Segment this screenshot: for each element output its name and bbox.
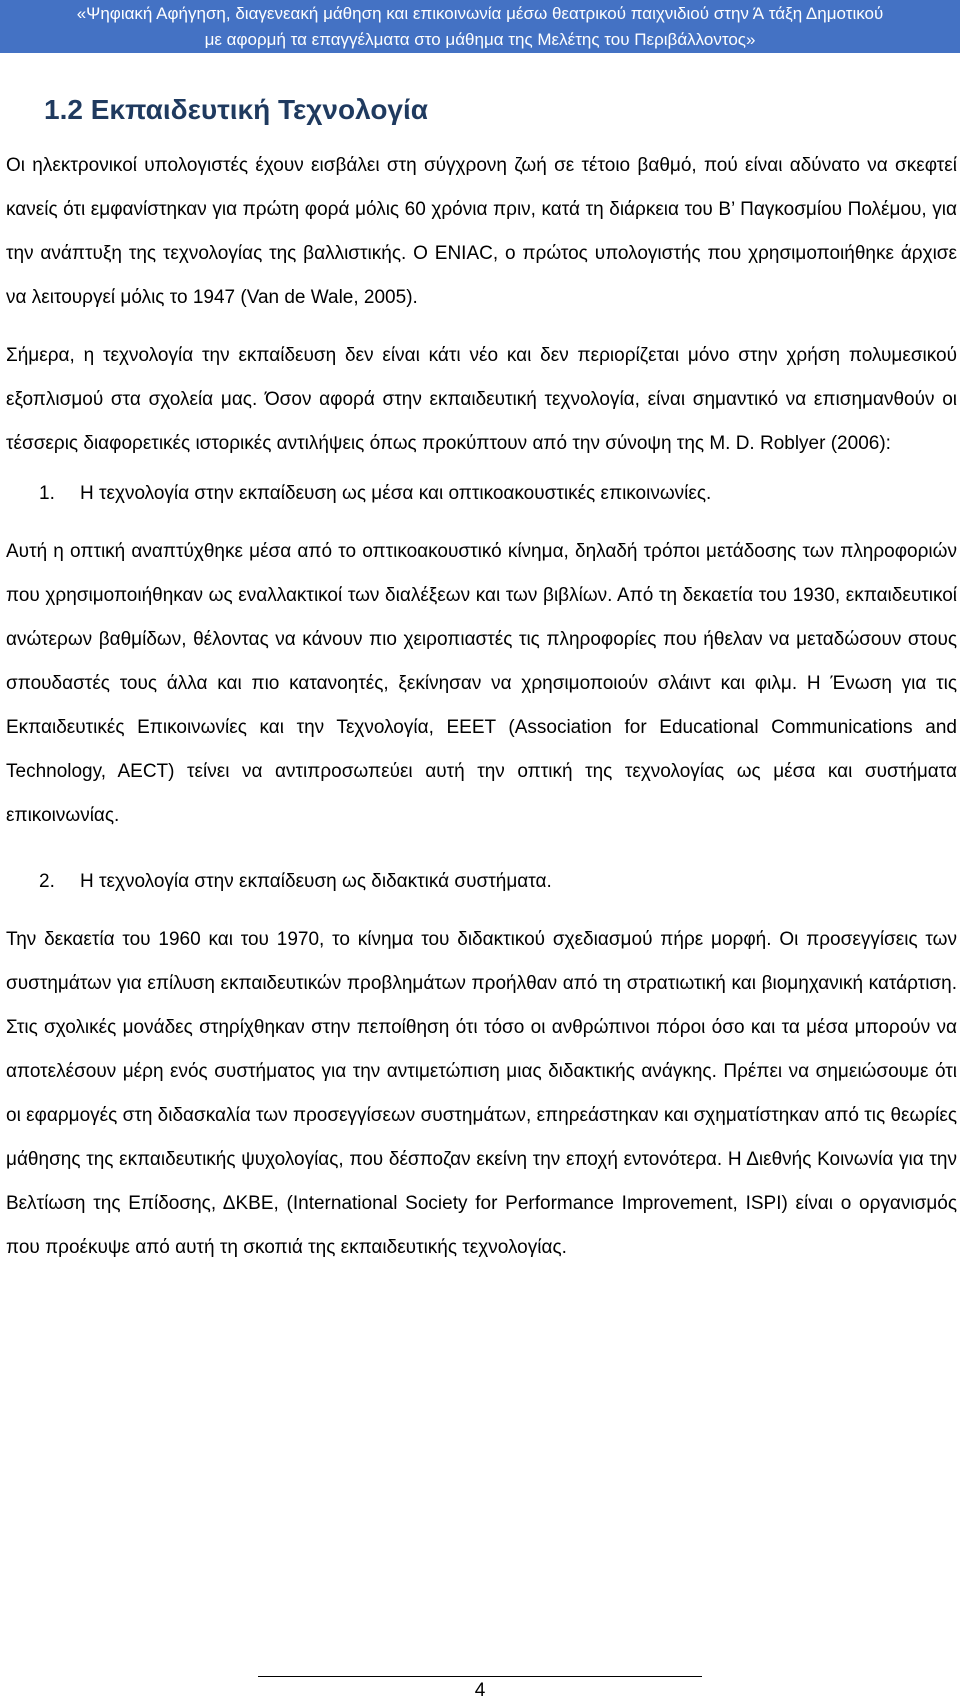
- header-line-2: με αφορμή τα επαγγέλματα στο μάθημα της Μελέτης του Περιβάλλοντος»: [204, 30, 756, 49]
- paragraph-instructional-design: Την δεκαετία του 1960 και του 1970, το κίνημα του διδακτικού σχεδιασμού πήρε μορφή. Οι προσεγγίσεις των συστημάτων για επίλυση εκπαιδευτικών προβλημάτων προήλθαν από τη στρατιωτική και βιομηχανική κατάρτιση. Στις σχολικές μονάδες στηρίχθηκαν στην πεποίθηση ότι τόσο οι ανθρώπινοι πόροι όσο και τα μέσα μπορούν να αποτελέσουν μέρη ενός συστήματος για την αντιμετώπιση μιας διδακτικής ανάγκης. Πρέπει να σημειώσουμε ότι οι εφαρμογές στη διδασκαλία των προσεγγίσεων συστημάτων, επηρεάστηκαν και σχηματίστηκαν από τις θεωρίες μάθησης της εκπαιδευτικής ψυχολογίας, που δέσποζαν εκείνη την εποχή εντονότερα. Η Διεθνής Κοινωνία για την Βελτίωση της Επίδοσης, ΔΚΒΕ, (International Society for Performance Improvement, ISPI) είναι ο οργανισμός που προέκυψε από αυτή τη σκοπιά της εκπαιδευτικής τεχνολογίας.: [6, 929, 957, 1258]
- paragraph-eniac: Οι ηλεκτρονικοί υπολογιστές έχουν εισβάλει στη σύγχρονη ζωή σε τέτοιο βαθμό, πού είναι αδύνατο να σκεφτεί κανείς ότι εμφανίστηκαν για πρώτη φορά μόλις 60 χρόνια πριν, κατά τη διάρκεια του Β’ Παγκοσμίου Πολέμου, για την ανάπτυξη της τεχνολογίας της βαλλιστικής. Ο ΕΝΙΑC, ο πρώτος υπολογιστής που χρησιμοποιήθηκε άρχισε να λειτουργεί μόλις το 1947 (Van de Wale, 2005).: [6, 155, 957, 308]
- paragraph-audiovisual: Αυτή η οπτική αναπτύχθηκε μέσα από το οπτικοακουστικό κίνημα, δηλαδή τρόποι μετάδοσης των πληροφοριών που χρησιμοποιήθηκαν ως εναλλακτικοί των διαλέξεων και των βιβλίων. Από τη δεκαετία του 1930, εκπαιδευτικοί ανώτερων βαθμίδων, θέλοντας να κάνουν πιο χειροπιαστές τις πληροφορίες που ήθελαν να μεταδώσουν στους σπουδαστές τους άλλα και πιο κατανοητές, ξεκίνησαν να χρησιμοποιούν σλάιντ και φιλμ. Η Ένωση για τις Εκπαιδευτικές Επικοινωνίες και την Τεχνολογία, ΕΕΕΤ (Association for Educational Communications and Technology, AECT) τείνει να αντιπροσωπεύει αυτή την οπτική της τεχνολογίας ως μέσα και συστήματα επικοινωνίας.: [6, 541, 957, 826]
- section-title: 1.2 Εκπαιδευτική Τεχνολογία: [44, 94, 428, 125]
- list-item-media: [6, 472, 957, 516]
- list-text: Η τεχνολογία στην εκπαίδευση ως μέσα και οπτικοακουστικές επικοινωνίες.: [80, 483, 712, 504]
- list-item-systems: [6, 860, 957, 904]
- footer-divider: [258, 1676, 702, 1677]
- page-number: 4: [474, 1680, 486, 1701]
- list-number: 1.: [39, 483, 55, 504]
- page-body: [6, 84, 957, 1270]
- list-text: Η τεχνολογία στην εκπαίδευση ως διδακτικά συστήματα.: [80, 871, 552, 892]
- paragraph-roblyer: Σήμερα, η τεχνολογία την εκπαίδευση δεν είναι κάτι νέο και δεν περιορίζεται μόνο στην χρήση πολυμεσικού εξοπλισμού στα σχολεία μας. Όσον αφορά στην εκπαιδευτική τεχνολογία, είναι σημαντικό να επισημανθούν οι τέσσερις διαφορετικές ιστορικές αντιλήψεις όπως προκύπτουν από την σύνοψη της M. D. Roblyer (2006):: [6, 345, 957, 454]
- list-number: 2.: [39, 871, 55, 892]
- running-header: [0, 0, 960, 53]
- header-line-1: «Ψηφιακή Αφήγηση, διαγενεακή μάθηση και επικοινωνία μέσω θεατρικού παιχνιδιού στην Ά τάξη Δημοτικού: [76, 4, 884, 23]
